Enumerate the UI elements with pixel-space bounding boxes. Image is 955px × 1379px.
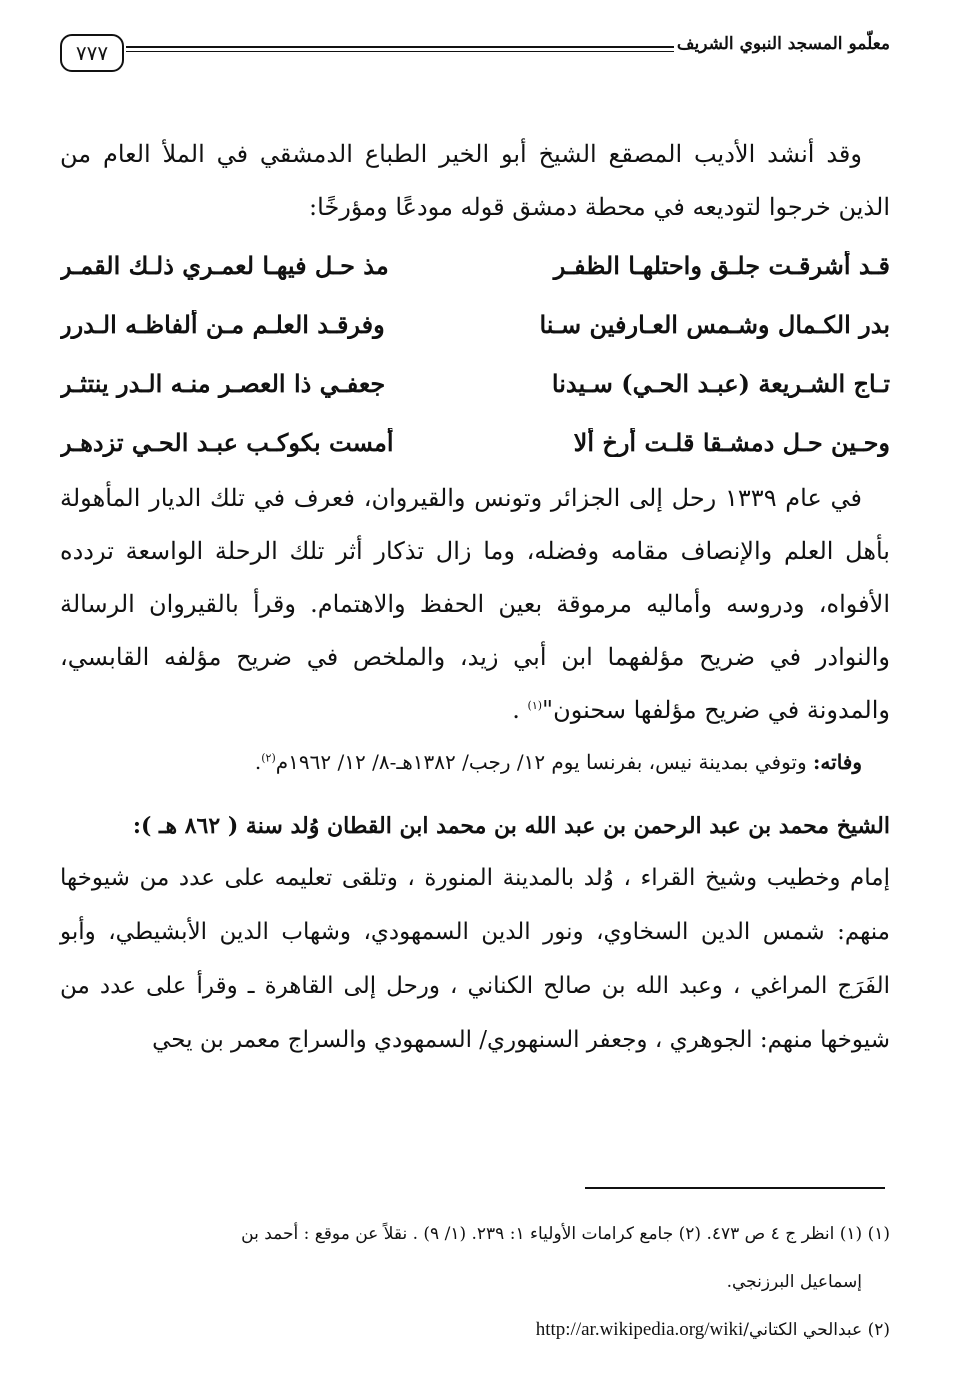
death-end: . [254, 750, 262, 774]
page-header [60, 30, 890, 78]
travel-paragraph [60, 472, 890, 737]
footnote-separator [585, 1187, 885, 1189]
footnotes [60, 1210, 890, 1354]
poem [60, 236, 890, 472]
verse-ajuz: جعفـي ذا العصـر منـه الـدر ينتثـر [60, 369, 386, 398]
verse-ajuz: وفرقـد العلـم مـن ألفاظـه الـدرر [60, 310, 385, 339]
footnote-2-link[interactable]: http://ar.wikipedia.org/wiki [535, 1319, 744, 1340]
poem-verse [60, 295, 890, 354]
biography-heading: الشيخ محمد بن عبد الرحمن بن عبد الله بن محمد ابن القطان وُلد سنة ( ٨٦٢ هـ ): [132, 813, 890, 839]
main-text [60, 128, 890, 1067]
poem-verse [60, 354, 890, 413]
footnote-1-continued: إسماعيل البرزنجي. [726, 1272, 862, 1292]
verse-sadr: تـاج الشـريعة (عبـد الحـي) سـيدنا [551, 369, 890, 398]
footnote-2-text: (٢) عبدالحي الكتاني/ [743, 1320, 890, 1340]
death-label: وفاته: [813, 750, 862, 774]
verse-sadr: قـد أشرقـت جلـق واحتلهـا الظفـر [553, 251, 890, 280]
footnote-2 [60, 1306, 890, 1354]
header-rule-thin [126, 51, 674, 52]
page-number: ٧٧٧ [60, 34, 124, 72]
footnote-ref-1[interactable]: (١) [527, 699, 543, 712]
header-rule [126, 46, 674, 48]
verse-ajuz: أمست بكوكـب عبـد الحـي تزدهـر [60, 428, 394, 457]
biography-text: إمام وخطيب وشيخ القراء ، وُلد بالمدينة المنورة ، وتلقى تعليمه على عدد من شيوخها منهم: شمس الدين السخاوي، ونور الدين السمهودي، وشهاب الدين الأبشيطي، وأبو الفَرَج المراغي ، وعبد الله بن صالح الكناني ، ورحل إلى القاهرة ـ وقرأ على عدد من شيوخها منهم: الجوهري ، وجعفر السنهوري/ السمهودي والسراج معمر بن يحي [60, 865, 890, 1053]
poem-verse [60, 413, 890, 472]
footnote-1: (١) (١) انظر ج ٤ ص ٤٧٣. (٢) جامع كرامات الأولياء ١: ٢٣٩. (١/ ٩) . نقلاً عن موقع : أحمد بن [241, 1224, 890, 1244]
verse-ajuz: مذ حـل فيهـا لعمـري ذلـك القمـر [60, 251, 389, 280]
travel-text: في عام ١٣٣٩ رحل إلى الجزائر وتونس والقيروان، فعرف في تلك الديار المأهولة بأهل العلم والإنصاف مقامه وفضله، وما زال تذكار أثر تلك الرحلة الواسعة تردده الأفواه، ودروسه وأماليه مرموقة بعين الحفظ والاهتمام. وقرأ بالقيروان الرسالة والنوادر في ضريح مؤلفهما ابن أبي زيد، والملخص في ضريح مؤلفه القابسي، والمدونة في ضريح مؤلفها سحنون" [60, 484, 890, 724]
verse-sadr: وحـين حـل دمشـقا قلـت أرخ ألا [573, 428, 890, 457]
death-text: وتوفي بمدينة نيس، بفرنسا يوم ١٢/ رجب/ ١٣٨٢هـ-٨/ ١٢/ ١٩٦٢م [275, 750, 814, 774]
poem-verse [60, 236, 890, 295]
death-paragraph [60, 737, 890, 787]
travel-end: . [512, 696, 528, 724]
verse-sadr: بدر الكـمال وشـمس العـارفين سـنا [539, 310, 890, 339]
intro-paragraph: وقد أنشد الأديب المصقع الشيخ أبو الخير الطباع الدمشقي في الملأ العام من الذين خرجوا لتوديعه في محطة دمشق قوله مودعًا ومؤرخًا: [60, 140, 890, 221]
footnote-ref-2[interactable]: (٢) [261, 751, 276, 765]
running-title: معلّمو المسجد النبوي الشريف [676, 34, 890, 54]
